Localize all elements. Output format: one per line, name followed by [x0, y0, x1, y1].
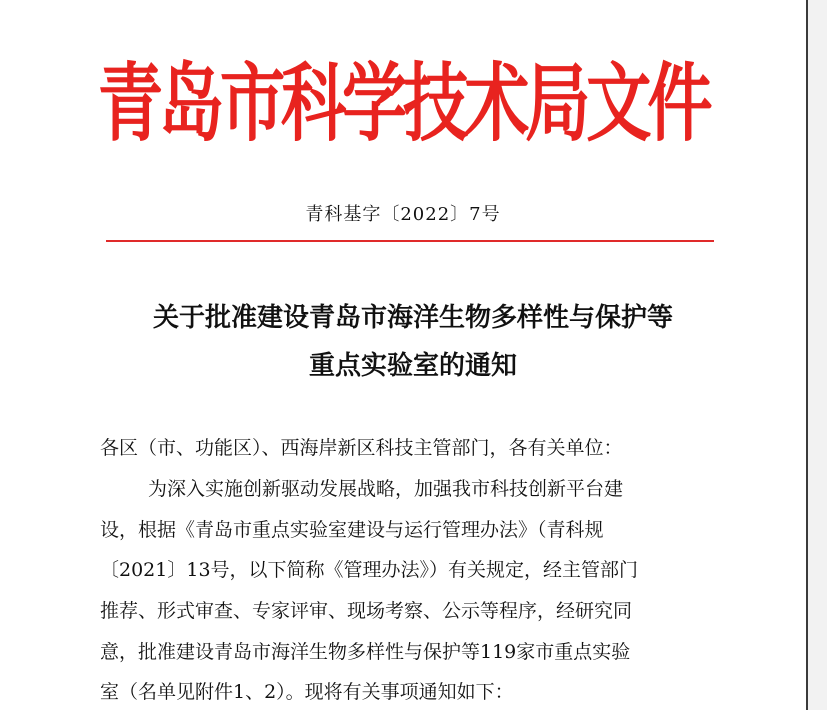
- notice-title-line-2: 重点实验室的通知: [308, 351, 517, 381]
- body-line: 为深入实施创新驱动发展战略，加强我市科技创新平台建: [148, 478, 624, 500]
- notice-title-line-1: 关于批准建设青岛市海洋生物多样性与保护等: [152, 303, 673, 333]
- red-separator-rule: [106, 240, 714, 242]
- body-line: 意，批准建设青岛市海洋生物多样性与保护等119家市重点实验: [100, 641, 631, 663]
- addressee-line: 各区（市、功能区）、西海岸新区科技主管部门，各有关单位：: [100, 437, 623, 459]
- document-number: 青科基字〔2022〕7号: [305, 204, 501, 225]
- body-line: 设，根据《青岛市重点实验室建设与运行管理办法》（青科规: [100, 519, 604, 541]
- body-line: 〔2021〕13号，以下简称《管理办法》）有关规定，经主管部门: [100, 559, 639, 581]
- body-line: 推荐、形式审查、专家评审、现场考察、公示等程序，经研究同: [100, 600, 633, 622]
- agency-masthead: 青岛市科学技术局文件: [97, 53, 709, 154]
- viewer-page-edge: [806, 0, 827, 710]
- body-line: 室（名单见附件1、2）。现将有关事项通知如下：: [100, 681, 514, 703]
